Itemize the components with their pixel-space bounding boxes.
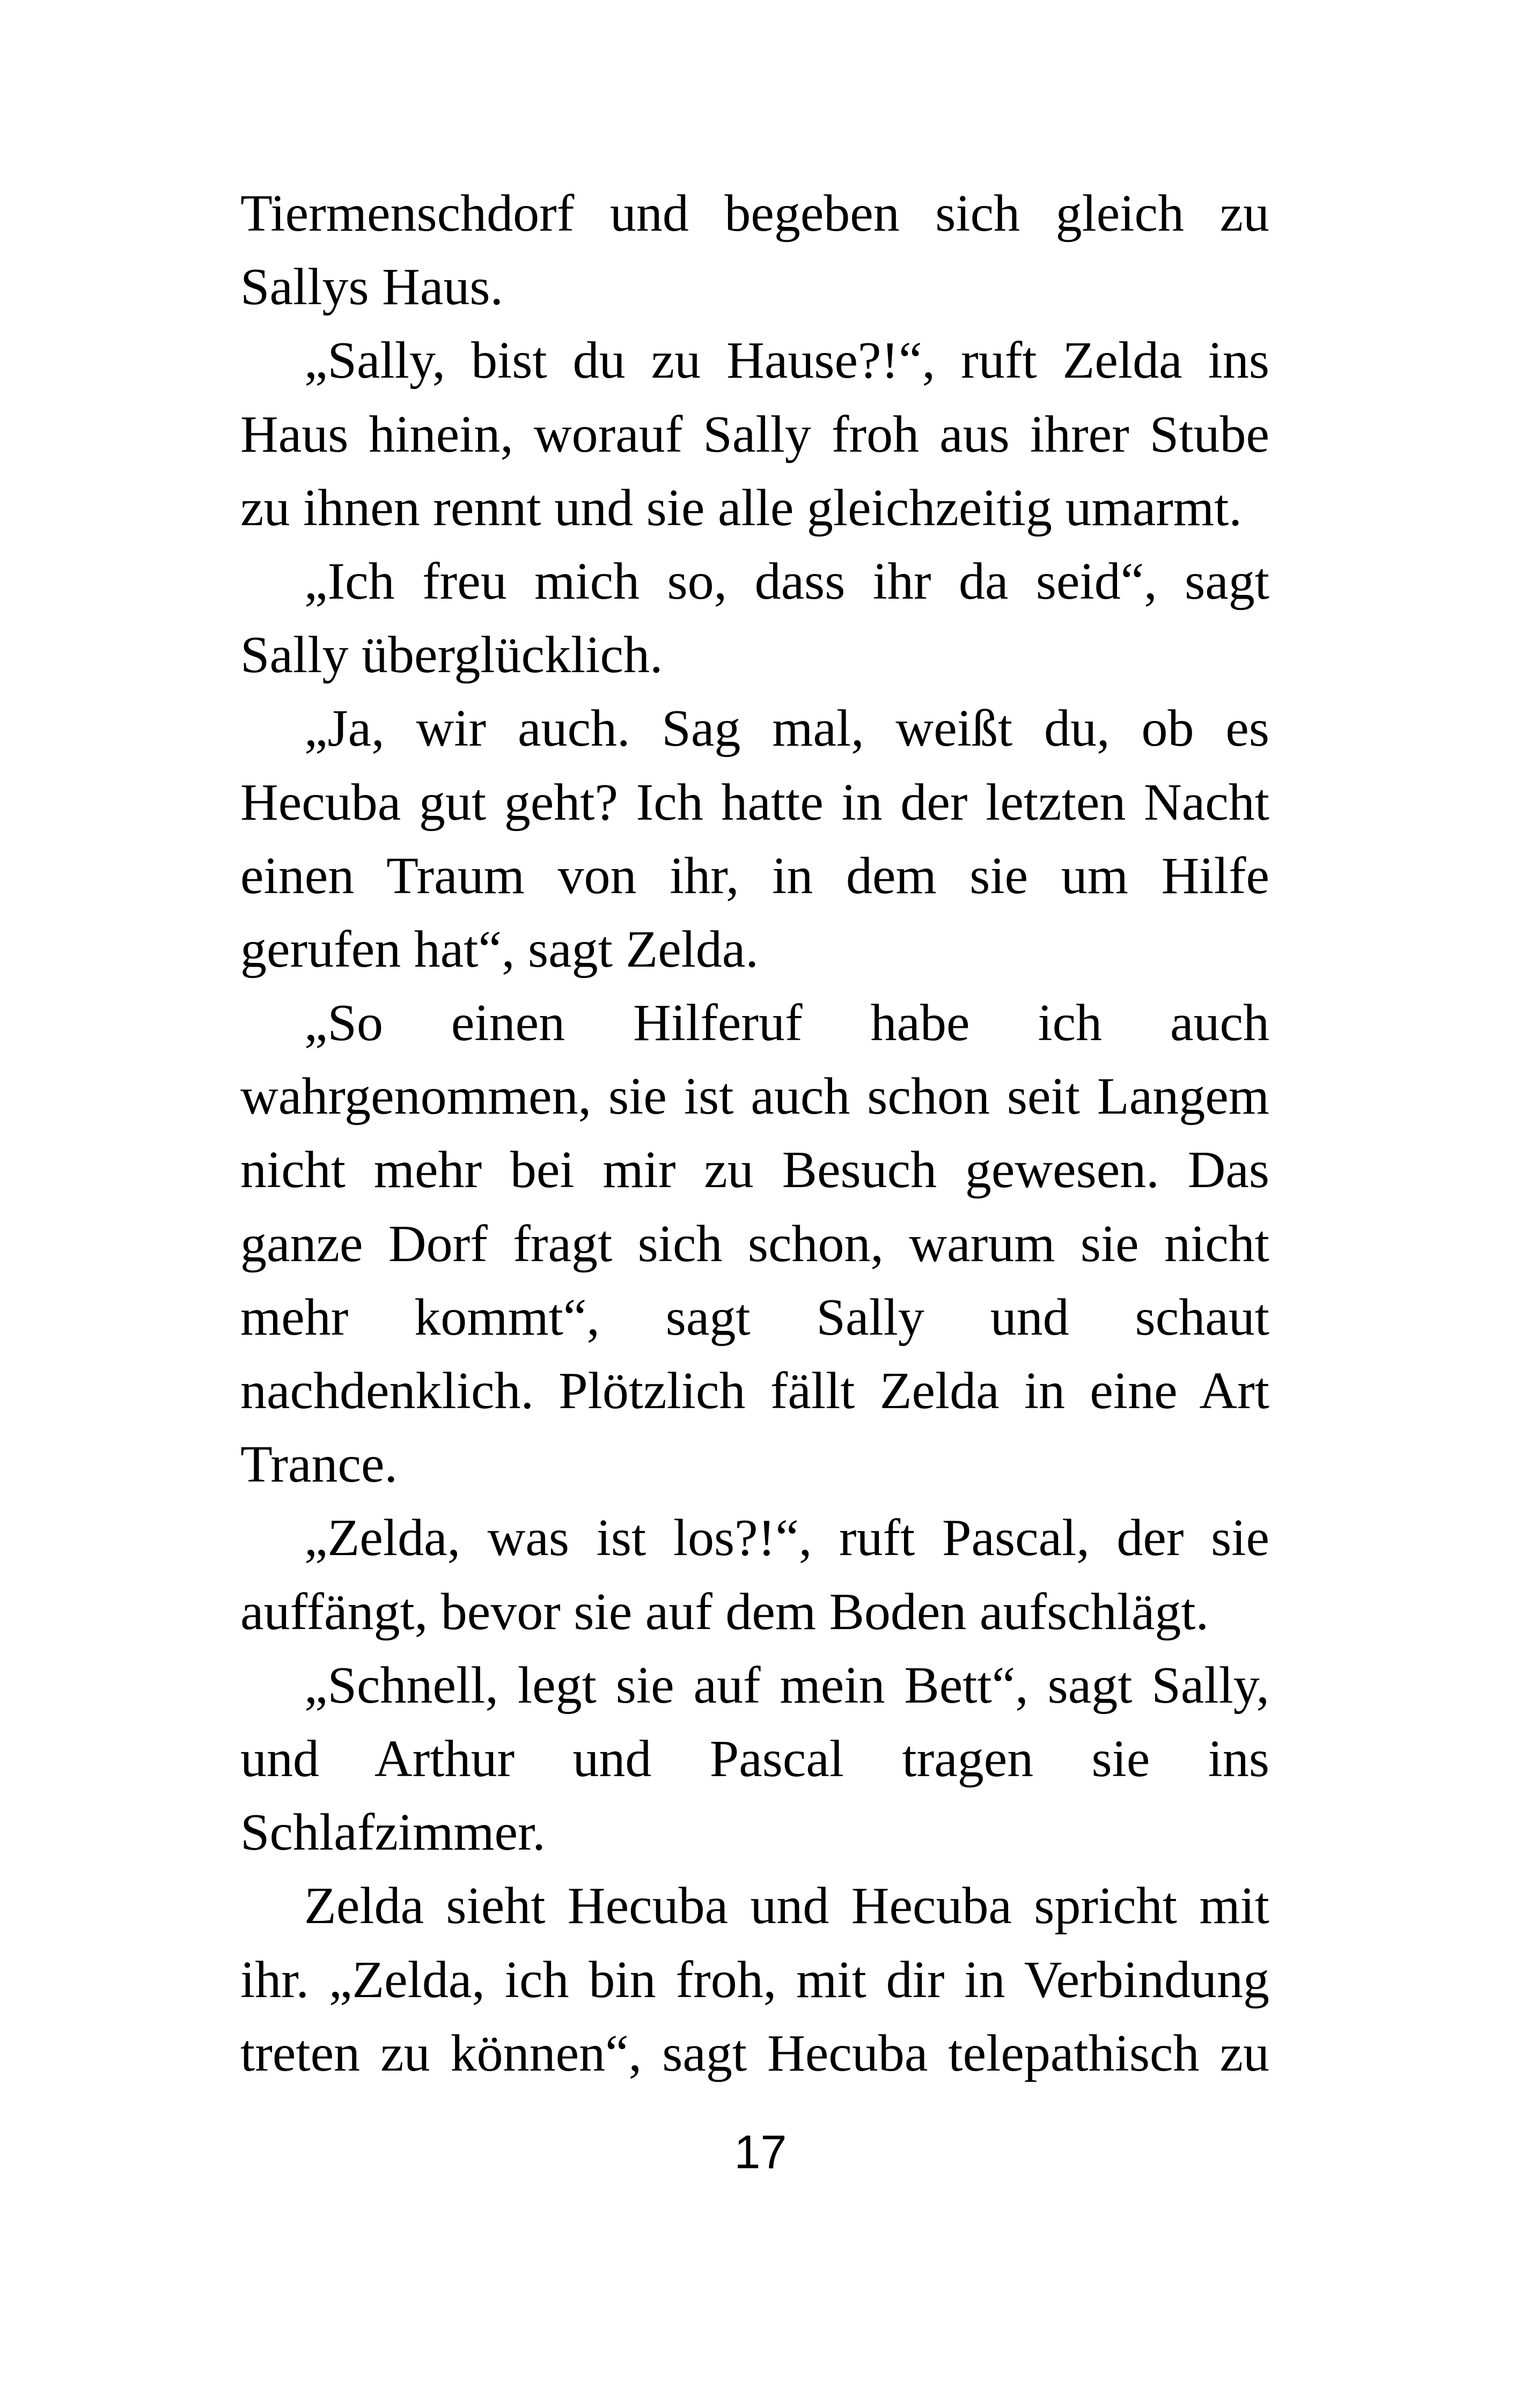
text-line: nachdenklich. Plötzlich fällt Zelda in eine Art [240,1362,1269,1420]
text-line: auffängt, bevor sie auf dem Boden aufschlägt. [240,1582,1209,1641]
text-line: Sallys Haus. [240,258,503,316]
text-line: Zelda sieht Hecuba und Hecuba spricht mit [304,1877,1269,1935]
body-text [240,177,1269,2090]
text-line: „So einen Hilferuf habe ich auch [304,994,1269,1052]
text-line: Trance. [240,1435,398,1494]
text-line: „Ja, wir auch. Sag mal, weißt du, ob es [304,699,1269,758]
text-line: „Zelda, was ist los?!“, ruft Pascal, der sie [304,1509,1269,1567]
text-line: nicht mehr bei mir zu Besuch gewesen. Das [240,1141,1269,1199]
text-line: Haus hinein, worauf Sally froh aus ihrer Stube [240,405,1269,463]
text-line: Hecuba gut geht? Ich hatte in der letzten Nacht [240,773,1269,831]
text-line: und Arthur und Pascal tragen sie ins [240,1729,1269,1788]
text-line: treten zu können“, sagt Hecuba telepathisch zu [240,2024,1269,2082]
text-line: ganze Dorf fragt sich schon, warum sie nicht [240,1214,1269,1273]
text-line: zu ihnen rennt und sie alle gleichzeitig umarmt. [240,478,1242,537]
text-line: Schlafzimmer. [240,1803,546,1862]
text-line: gerufen hat“, sagt Zelda. [240,920,759,978]
text-line: „Schnell, legt sie auf mein Bett“, sagt Sally, [304,1656,1269,1714]
text-line: „Sally, bist du zu Hause?!“, ruft Zelda ins [304,332,1269,390]
page-number: 17 [734,2125,787,2178]
text-line: „Ich freu mich so, dass ihr da seid“, sagt [304,552,1269,610]
text-line: wahrgenommen, sie ist auch schon seit Langem [240,1067,1269,1126]
text-line: Tiermenschdorf und begeben sich gleich zu [240,185,1269,242]
text-line: einen Traum von ihr, in dem sie um Hilfe [240,846,1269,905]
text-line: mehr kommt“, sagt Sally und schaut [240,1288,1269,1346]
text-line: Sally überglücklich. [240,626,663,684]
text-line: ihr. „Zelda, ich bin froh, mit dir in Verbindung [240,1950,1269,2009]
